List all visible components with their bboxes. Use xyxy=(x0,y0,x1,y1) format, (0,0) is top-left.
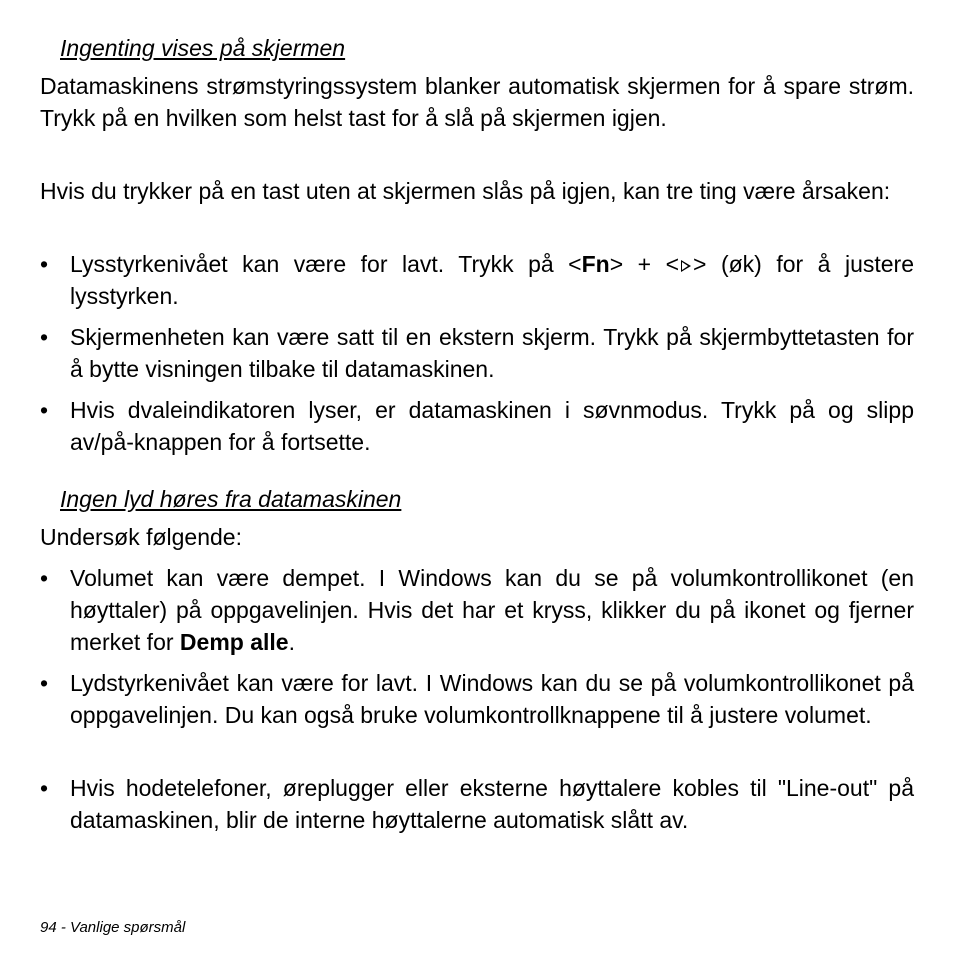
list-item-headphones xyxy=(40,772,914,836)
list-item-text: Volumet kan være dempet. I Windows kan du se på volumkontrollikonet (en høyttaler) på oppgavelinjen. Hvis det har et kryss, klikker du på ikonet og fjerner merket for Demp alle. xyxy=(70,565,914,655)
fn-key-label: Fn xyxy=(581,251,610,277)
paragraph-power-management: Datamaskinens strømstyringssystem blanker automatisk skjermen for å spare strøm. Trykk på en hvilken som helst tast for å slå på skjermen igjen. xyxy=(40,73,914,131)
brightness-up-icon xyxy=(681,260,691,272)
bullet-marker: • xyxy=(40,324,49,350)
list-item-brightness xyxy=(40,248,914,312)
list-item-text: Skjermenheten kan være satt til en ekstern skjerm. Trykk på skjermbyttetasten for å bytte visningen tilbake til datamaskinen. xyxy=(70,324,914,382)
paragraph-three-causes: Hvis du trykker på en tast uten at skjermen slås på igjen, kan tre ting være årsaken: xyxy=(40,178,891,204)
paragraph-check-following: Undersøk følgende: xyxy=(40,524,242,550)
bullet-marker: • xyxy=(40,565,49,591)
mute-all-label: Demp alle xyxy=(179,629,289,655)
bullet-marker: • xyxy=(40,775,49,801)
list-item-muted xyxy=(40,562,914,658)
list-item-text: Lydstyrkenivået kan være for lavt. I Windows kan du se på volumkontrollikonet på oppgavelinjen. Du kan også bruke volumkontrollknappene til å justere volumet. xyxy=(70,670,914,728)
list-item-sleep-mode xyxy=(40,394,914,458)
list-item-text: Hvis hodetelefoner, øreplugger eller eksterne høyttalere kobles til "Line-out" på datamaskinen, blir de interne høyttalerne automatisk slått av. xyxy=(70,775,914,833)
page-footer: 94 - Vanlige spørsmål xyxy=(40,919,186,936)
bullet-marker: • xyxy=(40,397,49,423)
section-heading-no-sound: Ingen lyd høres fra datamaskinen xyxy=(60,486,402,512)
list-item-text: Lysstyrkenivået kan være for lavt. Trykk på <Fn> + < > (øk) for å justere lysstyrken. xyxy=(70,251,914,309)
bullet-marker: • xyxy=(40,251,49,277)
list-item-volume-low xyxy=(40,667,914,731)
section-heading-no-display: Ingenting vises på skjermen xyxy=(60,35,346,61)
list-item-text: Hvis dvaleindikatoren lyser, er datamaskinen i søvnmodus. Trykk på og slipp av/på-knappen for å fortsette. xyxy=(70,397,914,455)
bullet-marker: • xyxy=(40,670,49,696)
list-item-external-display xyxy=(40,321,914,385)
